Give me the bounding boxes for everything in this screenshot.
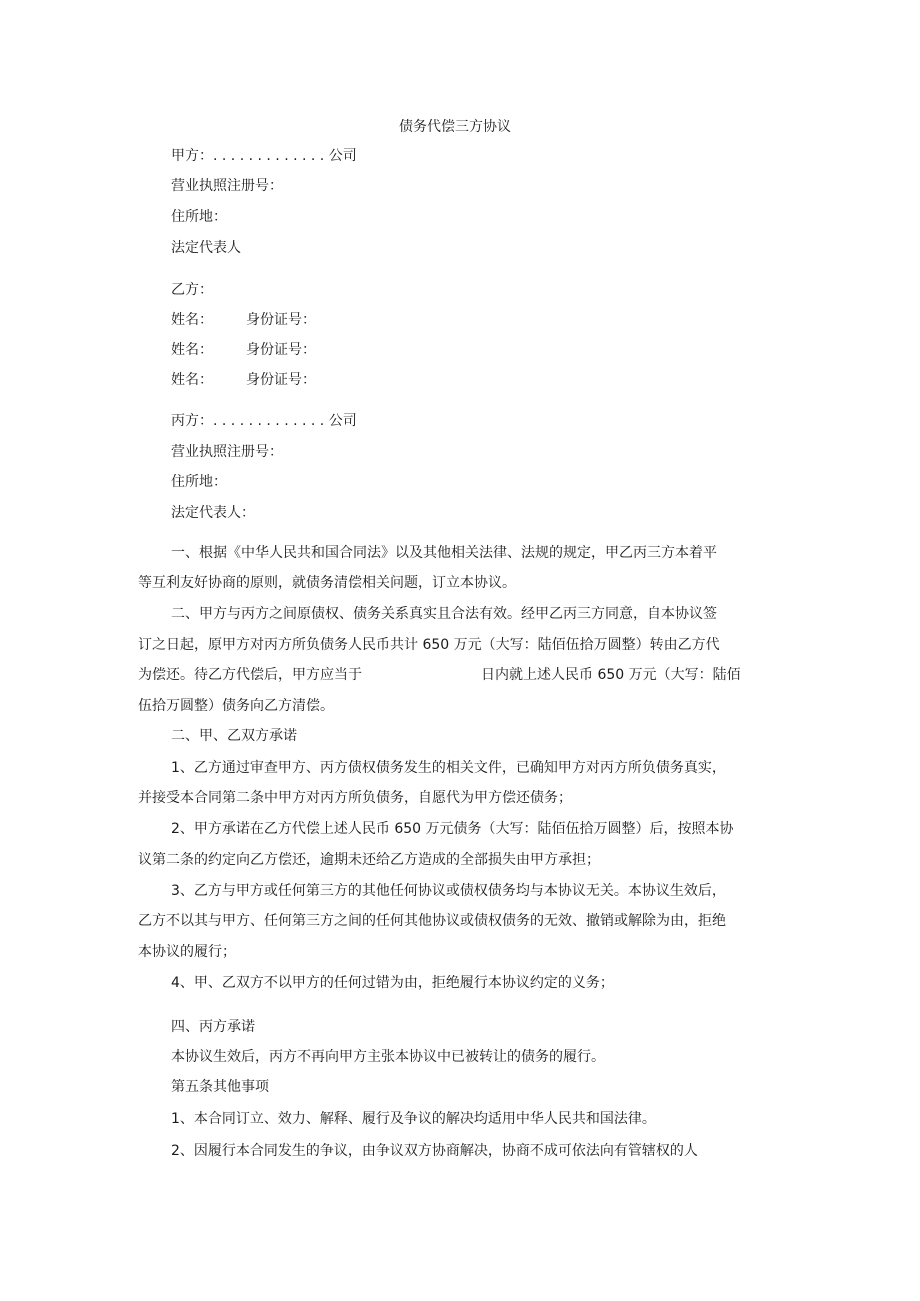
party-a-license: 营业执照注册号： [171,178,283,194]
clause-3-item: 2、甲方承诺在乙方代偿上述人民币 650 万元债务（大写：陆佰伍拾万圆整）后，按照本协 [171,821,734,837]
party-b-person-id: 身份证号： [246,312,316,328]
clause-5-item: 2、因履行本合同发生的争议，由争议双方协商解决，协商不成可依法向有管辖权的人 [171,1143,698,1159]
clause-2-line: 二、甲方与丙方之间原债权、债务关系真实且合法有效。经甲乙丙三方同意，自本协议签 [171,606,717,622]
party-b-person-name: 姓名： [171,372,213,388]
clause-3-item: 4、甲、乙双方不以甲方的任何过错为由，拒绝履行本协议约定的义务； [171,975,614,991]
party-b-person-id: 身份证号： [246,372,316,388]
party-c-license: 营业执照注册号： [171,444,283,460]
party-c-name: 丙方：. . . . . . . . . . . . . 公司 [171,413,357,429]
clause-3-item: 1、乙方通过审查甲方、丙方债权债务发生的相关文件，已确知甲方对丙方所负债务真实， [171,760,726,776]
clause-2-line: 伍拾万圆整）债务向乙方清偿。 [138,698,334,714]
party-a-rep: 法定代表人 [171,240,241,256]
clause-5-heading: 第五条其他事项 [171,1079,269,1095]
clause-3-item: 议第二条的约定向乙方偿还，逾期未还给乙方造成的全部损失由甲方承担； [138,852,600,868]
clause-4-heading: 四、丙方承诺 [171,1019,255,1035]
clause-3-item: 乙方不以其与甲方、任何第三方之间的任何其他协议或债权债务的无效、撤销或解除为由，拒绝 [138,913,726,929]
clause-3-item: 3、乙方与甲方或任何第三方的其他任何协议或债权债务均与本协议无关。本协议生效后， [171,883,726,899]
clause-3-item: 本协议的履行； [138,944,236,960]
clause-2-line: 为偿还。待乙方代偿后，甲方应当于 [138,667,362,683]
clause-2-line: 订之日起，原甲方对丙方所负债务人民币共计 650 万元（大写：陆佰伍拾万圆整）转由乙方代 [138,637,720,653]
party-b-person-name: 姓名： [171,342,213,358]
party-b-person-name: 姓名： [171,312,213,328]
clause-4-text: 本协议生效后，丙方不再向甲方主张本协议中已被转让的债务的履行。 [171,1049,605,1065]
clause-5-item: 1、本合同订立、效力、解释、履行及争议的解决均适用中华人民共和国法律。 [171,1111,656,1127]
party-c-rep: 法定代表人： [171,505,255,521]
clause-1-line: 一、根据《中华人民共和国合同法》以及其他相关法律、法规的规定，甲乙丙三方本着平 [171,545,717,561]
party-a-address: 住所地： [171,209,227,225]
clause-3-item: 并接受本合同第二条中甲方对丙方所负债务，自愿代为甲方偿还债务； [138,790,572,806]
clause-2-line: 日内就上述人民币 650 万元（大写：陆佰 [481,667,741,683]
party-c-address: 住所地： [171,474,227,490]
party-b-label: 乙方： [171,282,213,298]
clause-3-heading: 二、甲、乙双方承诺 [171,728,297,744]
page-title: 债务代偿三方协议 [399,119,511,135]
party-b-person-id: 身份证号： [246,342,316,358]
clause-1-line: 等互利友好协商的原则，就债务清偿相关问题，订立本协议。 [138,575,516,591]
party-a-name: 甲方：. . . . . . . . . . . . . 公司 [171,148,357,164]
